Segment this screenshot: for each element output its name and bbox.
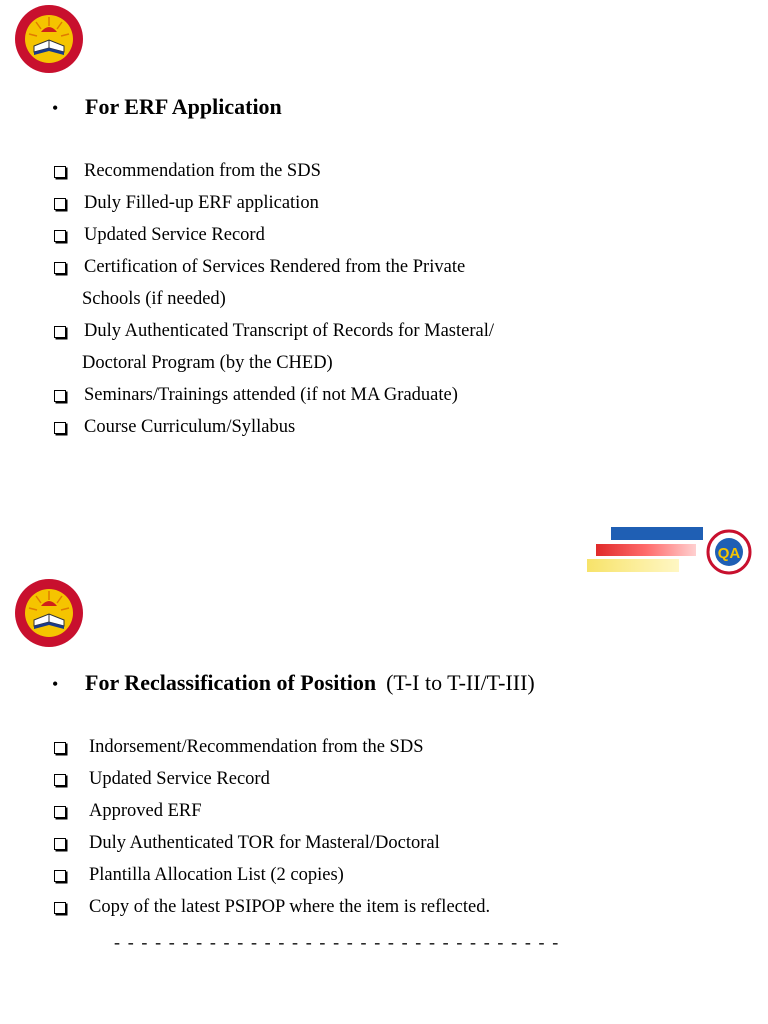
checklist-item-text: Certification of Services Rendered from the Private [84, 257, 466, 277]
checkbox-square-icon [54, 422, 66, 434]
checkbox-square-icon [54, 870, 66, 882]
section2-heading [52, 670, 535, 696]
checkbox-square-icon [54, 390, 66, 402]
deped-seal-logo [14, 4, 84, 74]
bullet-icon: • [52, 98, 59, 118]
checklist-item-text: Indorsement/Recommendation from the SDS [89, 737, 424, 757]
checklist-item-text: Duly Filled-up ERF application [84, 193, 319, 213]
bullet-icon: • [52, 674, 59, 694]
deped-seal-logo-2 [14, 578, 84, 648]
checkbox-square-icon [54, 198, 66, 210]
checklist-item-text: Schools (if needed) [82, 289, 226, 309]
section2-heading-range: (T-I to T-II/T-III) [386, 670, 535, 695]
blue-band-decoration [611, 527, 703, 540]
separator-dashes: - - - - - - - - - - - - - - - - - - - - - - - - - - - - - - - - - [114, 932, 560, 952]
checklist-item-text: Plantilla Allocation List (2 copies) [89, 865, 344, 885]
yellow-band-decoration [587, 559, 679, 572]
checkbox-square-icon [54, 262, 66, 274]
checkbox-square-icon [54, 774, 66, 786]
checklist-item-text: Approved ERF [89, 801, 202, 821]
checkbox-square-icon [54, 166, 66, 178]
quality-assurance-badge-icon [706, 529, 752, 575]
checklist-item-text: Doctoral Program (by the CHED) [82, 353, 333, 373]
checklist-item-text: Duly Authenticated TOR for Masteral/Doctoral [89, 833, 440, 853]
section2-heading-bold: For Reclassification of Position [85, 670, 377, 695]
section1-heading [52, 94, 282, 120]
checklist-item-text: Seminars/Trainings attended (if not MA Graduate) [84, 385, 458, 405]
checkbox-square-icon [54, 806, 66, 818]
checklist-item-text: Recommendation from the SDS [84, 161, 321, 181]
checkbox-square-icon [54, 326, 66, 338]
checklist-item-text: Copy of the latest PSIPOP where the item is reflected. [89, 897, 491, 917]
checkbox-square-icon [54, 230, 66, 242]
section1-heading-text: For ERF Application [85, 94, 282, 119]
checklist-item-text: Course Curriculum/Syllabus [84, 417, 296, 437]
checklist-item-text: Duly Authenticated Transcript of Records for Masteral/ [84, 321, 494, 341]
checklist-item-text: Updated Service Record [84, 225, 265, 245]
checklist-item-text: Updated Service Record [89, 769, 270, 789]
svg-text:QA: QA [717, 545, 741, 562]
checkbox-square-icon [54, 838, 66, 850]
red-band-decoration [596, 544, 696, 556]
checkbox-square-icon [54, 742, 66, 754]
checkbox-square-icon [54, 902, 66, 914]
